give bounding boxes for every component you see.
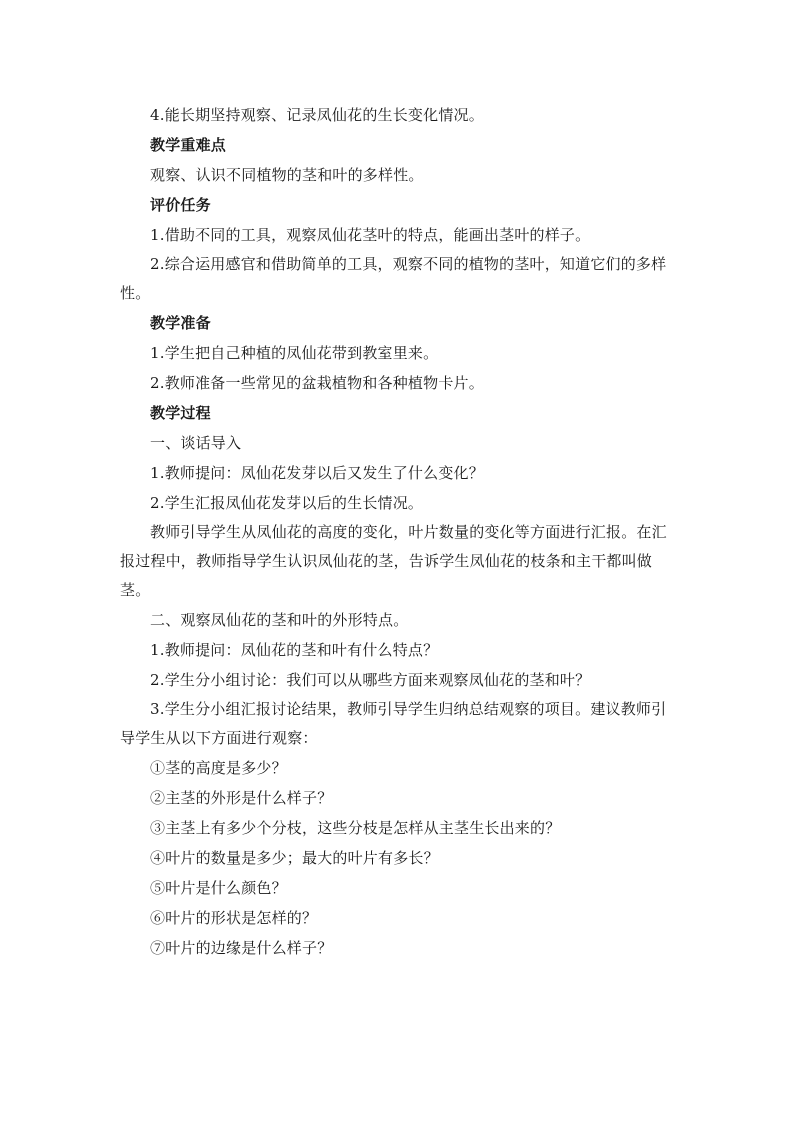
document-page [120,100,678,963]
observation-item-1: ①茎的高度是多少？ [150,759,287,777]
section-1-step-1: 1.教师提问：凤仙花发芽以后又发生了什么变化？ [150,464,484,482]
section-1-guidance: 教师引导学生从凤仙花的高度的变化，叶片数量的变化等方面进行汇报。在汇报过程中，教师指导学生认识凤仙花的茎，告诉学生凤仙花的枝条和主干都叫做茎。 [120,523,667,599]
section-1-step-2: 2.学生汇报凤仙花发芽以后的生长情况。 [150,494,424,512]
heading-teaching-process: 教学过程 [150,404,211,422]
preparation-1: 1.学生把自己种植的凤仙花带到教室里来。 [150,344,439,362]
section-2-step-2: 2.学生分小组讨论：我们可以从哪些方面来观察凤仙花的茎和叶？ [150,671,591,689]
observation-item-7: ⑦叶片的边缘是什么样子？ [150,939,333,957]
observation-item-5: ⑤叶片是什么颜色？ [150,879,287,897]
heading-assessment-tasks: 评价任务 [150,196,211,214]
heading-preparation: 教学准备 [150,314,211,332]
observation-item-2: ②主茎的外形是什么样子？ [150,789,333,807]
observation-item-3: ③主茎上有多少个分枝，这些分枝是怎样从主茎生长出来的？ [150,819,561,837]
heading-key-points: 教学重难点 [150,136,227,154]
preparation-2: 2.教师准备一些常见的盆栽植物和各种植物卡片。 [150,374,484,392]
assessment-task-1: 1.借助不同的工具，观察凤仙花茎叶的特点，能画出茎叶的样子。 [150,226,591,244]
section-2-step-3: 3.学生分小组汇报讨论结果，教师引导学生归纳总结观察的项目。建议教师引导学生从以下方面进行观察： [120,700,667,747]
section-2-title: 二、观察凤仙花的茎和叶的外形特点。 [150,611,409,629]
observation-item-6: ⑥叶片的形状是怎样的？ [150,909,318,927]
assessment-task-2: 2.综合运用感官和借助简单的工具，观察不同的植物的茎叶，知道它们的多样性。 [120,255,667,302]
section-2-step-1: 1.教师提问：凤仙花的茎和叶有什么特点？ [150,641,439,659]
objective-4: 4.能长期坚持观察、记录凤仙花的生长变化情况。 [150,106,484,124]
section-1-title: 一、谈话导入 [150,434,242,452]
key-points-text: 观察、认识不同植物的茎和叶的多样性。 [150,166,424,184]
observation-item-4: ④叶片的数量是多少；最大的叶片有多长？ [150,849,439,867]
